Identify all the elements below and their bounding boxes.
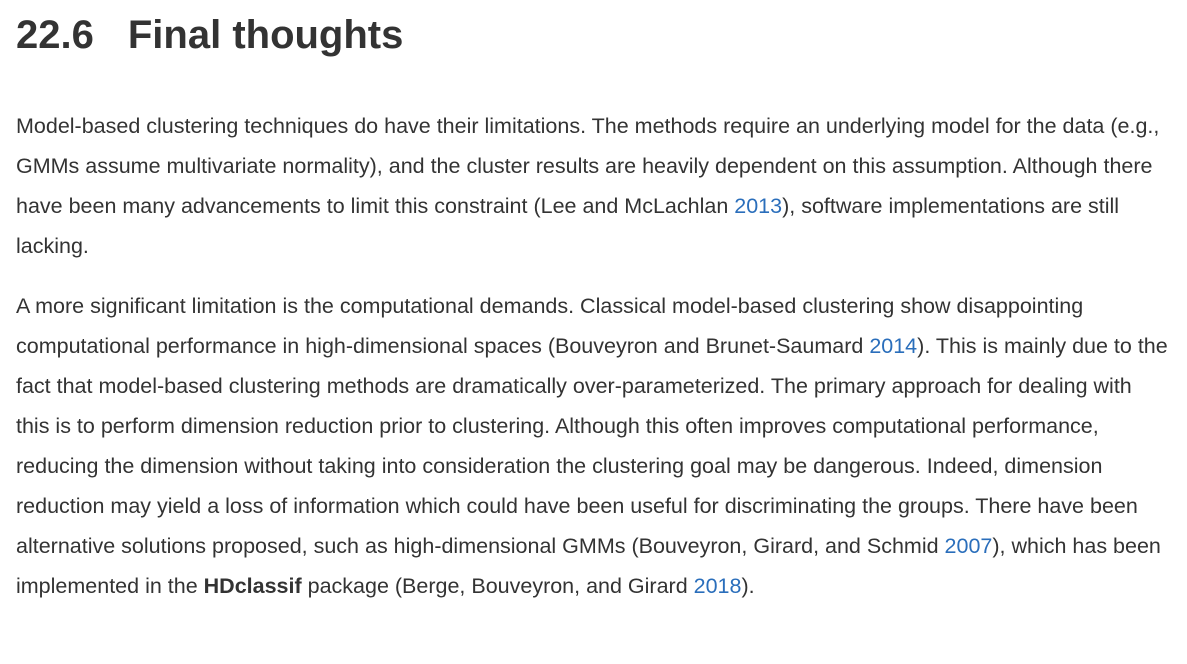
para2-text-4: package (Berge, Bouveyron, and Girard: [301, 574, 694, 598]
section-title: Final thoughts: [127, 13, 404, 57]
para1-text-2: ), software implementations are still lacking.: [16, 194, 1120, 258]
citation-link-2018[interactable]: 2018: [693, 574, 742, 598]
section-heading: [16, 0, 1171, 58]
section-number: 22.6: [16, 13, 94, 57]
para1-text-1: Model-based clustering techniques do have their limitations. The methods require an underlying model for the data (e.g., GMMs assume multivariate normality), and the cluster results are heavily dependent on this assumption. Although there have been many advancements to limit this constraint (Lee and McLachlan: [16, 114, 1160, 218]
para2-text-3: ), which has been implemented in the: [16, 534, 1161, 598]
citation-link-2014[interactable]: 2014: [869, 334, 918, 358]
citation-link-2013[interactable]: 2013: [734, 194, 783, 218]
para2-text-5: ).: [741, 574, 755, 598]
para2-text-1: A more significant limitation is the computational demands. Classical model-based clustering show disappointing computational performance in high-dimensional spaces (Bouveyron and Brunet-Saumard: [16, 294, 1084, 358]
para2-text-2: ). This is mainly due to the fact that model-based clustering methods are dramatically over-parameterized. The primary approach for dealing with this is to perform dimension reduction prior to clustering. Although this often improves computational performance, reducing the dimension without taking into consideration the clustering goal may be dangerous. Indeed, dimension reduction may yield a loss of information which could have been useful for discriminating the groups. There have been alternative solutions proposed, such as high-dimensional GMMs (Bouveyron, Girard, and Schmid: [16, 334, 1168, 558]
paragraph-limitations: [16, 106, 1171, 266]
citation-link-2007[interactable]: 2007: [944, 534, 993, 558]
paragraph-computational-demands: [16, 286, 1171, 606]
package-name: HDclassif: [203, 574, 302, 598]
